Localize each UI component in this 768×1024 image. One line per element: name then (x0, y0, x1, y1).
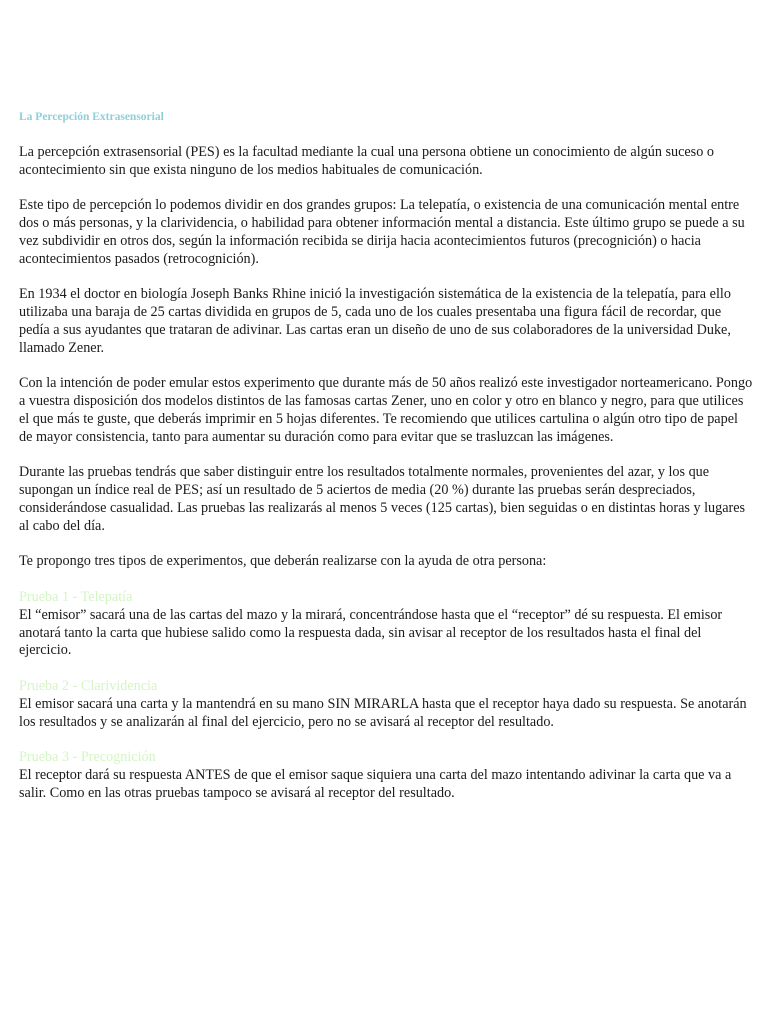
paragraph-history: En 1934 el doctor en biología Joseph Banks Rhine inició la investigación sistemática de la existencia de la telepatía, para ello utilizaba una baraja de 25 cartas dividida en grupos de 5, cada uno de los cuales presentaba una figura fácil de recordar, que pedía a sus ayudantes que trataran de adivinar. Las cartas eran un diseño de uno de sus colaboradores de la universidad Duke, llamado Zener. (19, 286, 731, 356)
paragraph-cards: Con la intención de poder emular estos experimento que durante más de 50 años realizó este investigador norteamericano. Pongo a vuestra disposición dos modelos distintos de las famosas cartas Zener, uno en color y otro en blanco y negro, para que utilices el que más te guste, que deberás imprimir en 5 hojas diferentes. Te recomiendo que utilices cartulina o algún otro tipo de papel de mayor consistencia, tanto para aumentar su duración como para evitar que se trasluzcan las imágenes. (19, 375, 753, 445)
section-heading: Prueba 1 - Telepatía (19, 588, 133, 605)
section-clairvoyance (19, 678, 754, 731)
paragraph-results: Durante las pruebas tendrás que saber distinguir entre los resultados totalmente normales, provenientes del azar, y los que supongan un índice real de PES; así un resultado de 5 aciertos de media (20 %) durante las pruebas serán despreciados, considerándose casualidad. Las pruebas las realizarás al menos 5 veces (125 cartas), bien seguidas o en distintas horas y lugares al cabo del día. (19, 464, 746, 534)
paragraph-intro: La percepción extrasensorial (PES) es la facultad mediante la cual una persona obtiene un conocimiento de algún suceso o acontecimiento sin que exista ninguno de los medios habituales de comunicación. (19, 144, 714, 178)
paragraph-types: Este tipo de percepción lo podemos dividir en dos grandes grupos: La telepatía, o existencia de una comunicación mental entre dos o más personas, y la clarividencia, o habilidad para obtener información mental a distancia. Este último grupo se puede a su vez subdividir en otros dos, según la información recibida se dirija hacia acontecimientos futuros (precognición) o hacia acontecimientos pasados (retrocognición). (19, 197, 745, 267)
section-text: El “emisor” sacará una de las cartas del mazo y la mirará, concentrándose hasta que el “receptor” dé su respuesta. El emisor anotará tanto la carta que hubiese salido como la respuesta dada, sin avisar al receptor de los resultados hasta el final del ejercicio. (19, 606, 723, 659)
section-heading: Prueba 2 - Clarividencia (19, 677, 158, 694)
section-text: El receptor dará su respuesta ANTES de que el emisor saque siquiera una carta del mazo intentando adivinar la carta que va a salir. Como en las otras pruebas tampoco se avisará al receptor del resultado. (19, 766, 732, 801)
section-telepathy (19, 589, 754, 660)
paragraph-experiments-intro: Te propongo tres tipos de experimentos, que deberán realizarse con la ayuda de otra persona: (19, 553, 547, 570)
document-title: La Percepción Extrasensorial (19, 111, 164, 123)
section-precognition (19, 749, 754, 802)
section-text: El emisor sacará una carta y la mantendrá en su mano SIN MIRARLA hasta que el receptor haya dado su respuesta. Se anotarán los resultados y se analizarán al final del ejercicio, pero no se avisará al receptor del resultado. (19, 695, 747, 730)
section-heading: Prueba 3 - Precognición (19, 749, 156, 766)
document-page (19, 110, 754, 820)
